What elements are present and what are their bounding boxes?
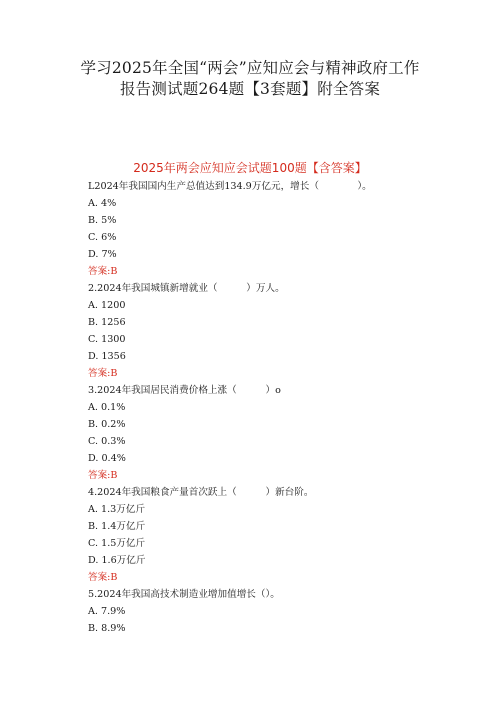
option-a: A. 7.9% [88,606,126,617]
option-b: B. 1.4万亿斤 [88,521,146,532]
option-a: A. 1200 [88,300,126,311]
option-d: D. 0.4% [88,453,126,464]
option-b: B. 1256 [88,317,126,328]
option-c: C. 1.5万亿斤 [88,538,146,549]
question-stem: 2.2024年我国城镇新增就业（ ）万人。 [88,283,285,294]
question-stem: 5.2024年我国高技术制造业增加值增长（）。 [88,589,280,600]
option-c: C. 6% [88,232,117,243]
option-d: D. 1356 [88,351,126,362]
question-stem: L2024年我国国内生产总值达到134.9万亿元，增长（ ）。 [88,181,372,192]
answer: 答案:B [88,572,118,583]
option-c: C. 1300 [88,334,126,345]
answer: 答案:B [88,470,118,481]
question-stem: 4.2024年我国粮食产量首次跃上（ ）新台阶。 [88,487,314,498]
question-stem: 3.2024年我国居民消费价格上涨（ ）o [88,385,281,396]
option-a: A. 4% [88,198,117,209]
option-b: B. 0.2% [88,419,126,430]
answer: 答案:B [88,266,118,277]
option-b: B. 5% [88,215,117,226]
document-title-line-2: 报告测试题264题【3套题】附全答案 [119,80,381,98]
question-list [88,178,488,637]
option-a: A. 1.3万亿斤 [88,504,146,515]
section-heading: 2025年两会应知应会试题100题【含答案】 [133,161,367,175]
answer: 答案:B [88,368,118,379]
option-d: D. 7% [88,249,117,260]
option-d: D. 1.6万亿斤 [88,555,146,566]
option-b: B. 8.9% [88,623,126,634]
option-c: C. 0.3% [88,436,126,447]
document-title-line-1: 学习2025年全国“两会”应知应会与精神政府工作 [80,59,420,77]
option-a: A. 0.1% [88,402,126,413]
document-title [0,58,500,100]
